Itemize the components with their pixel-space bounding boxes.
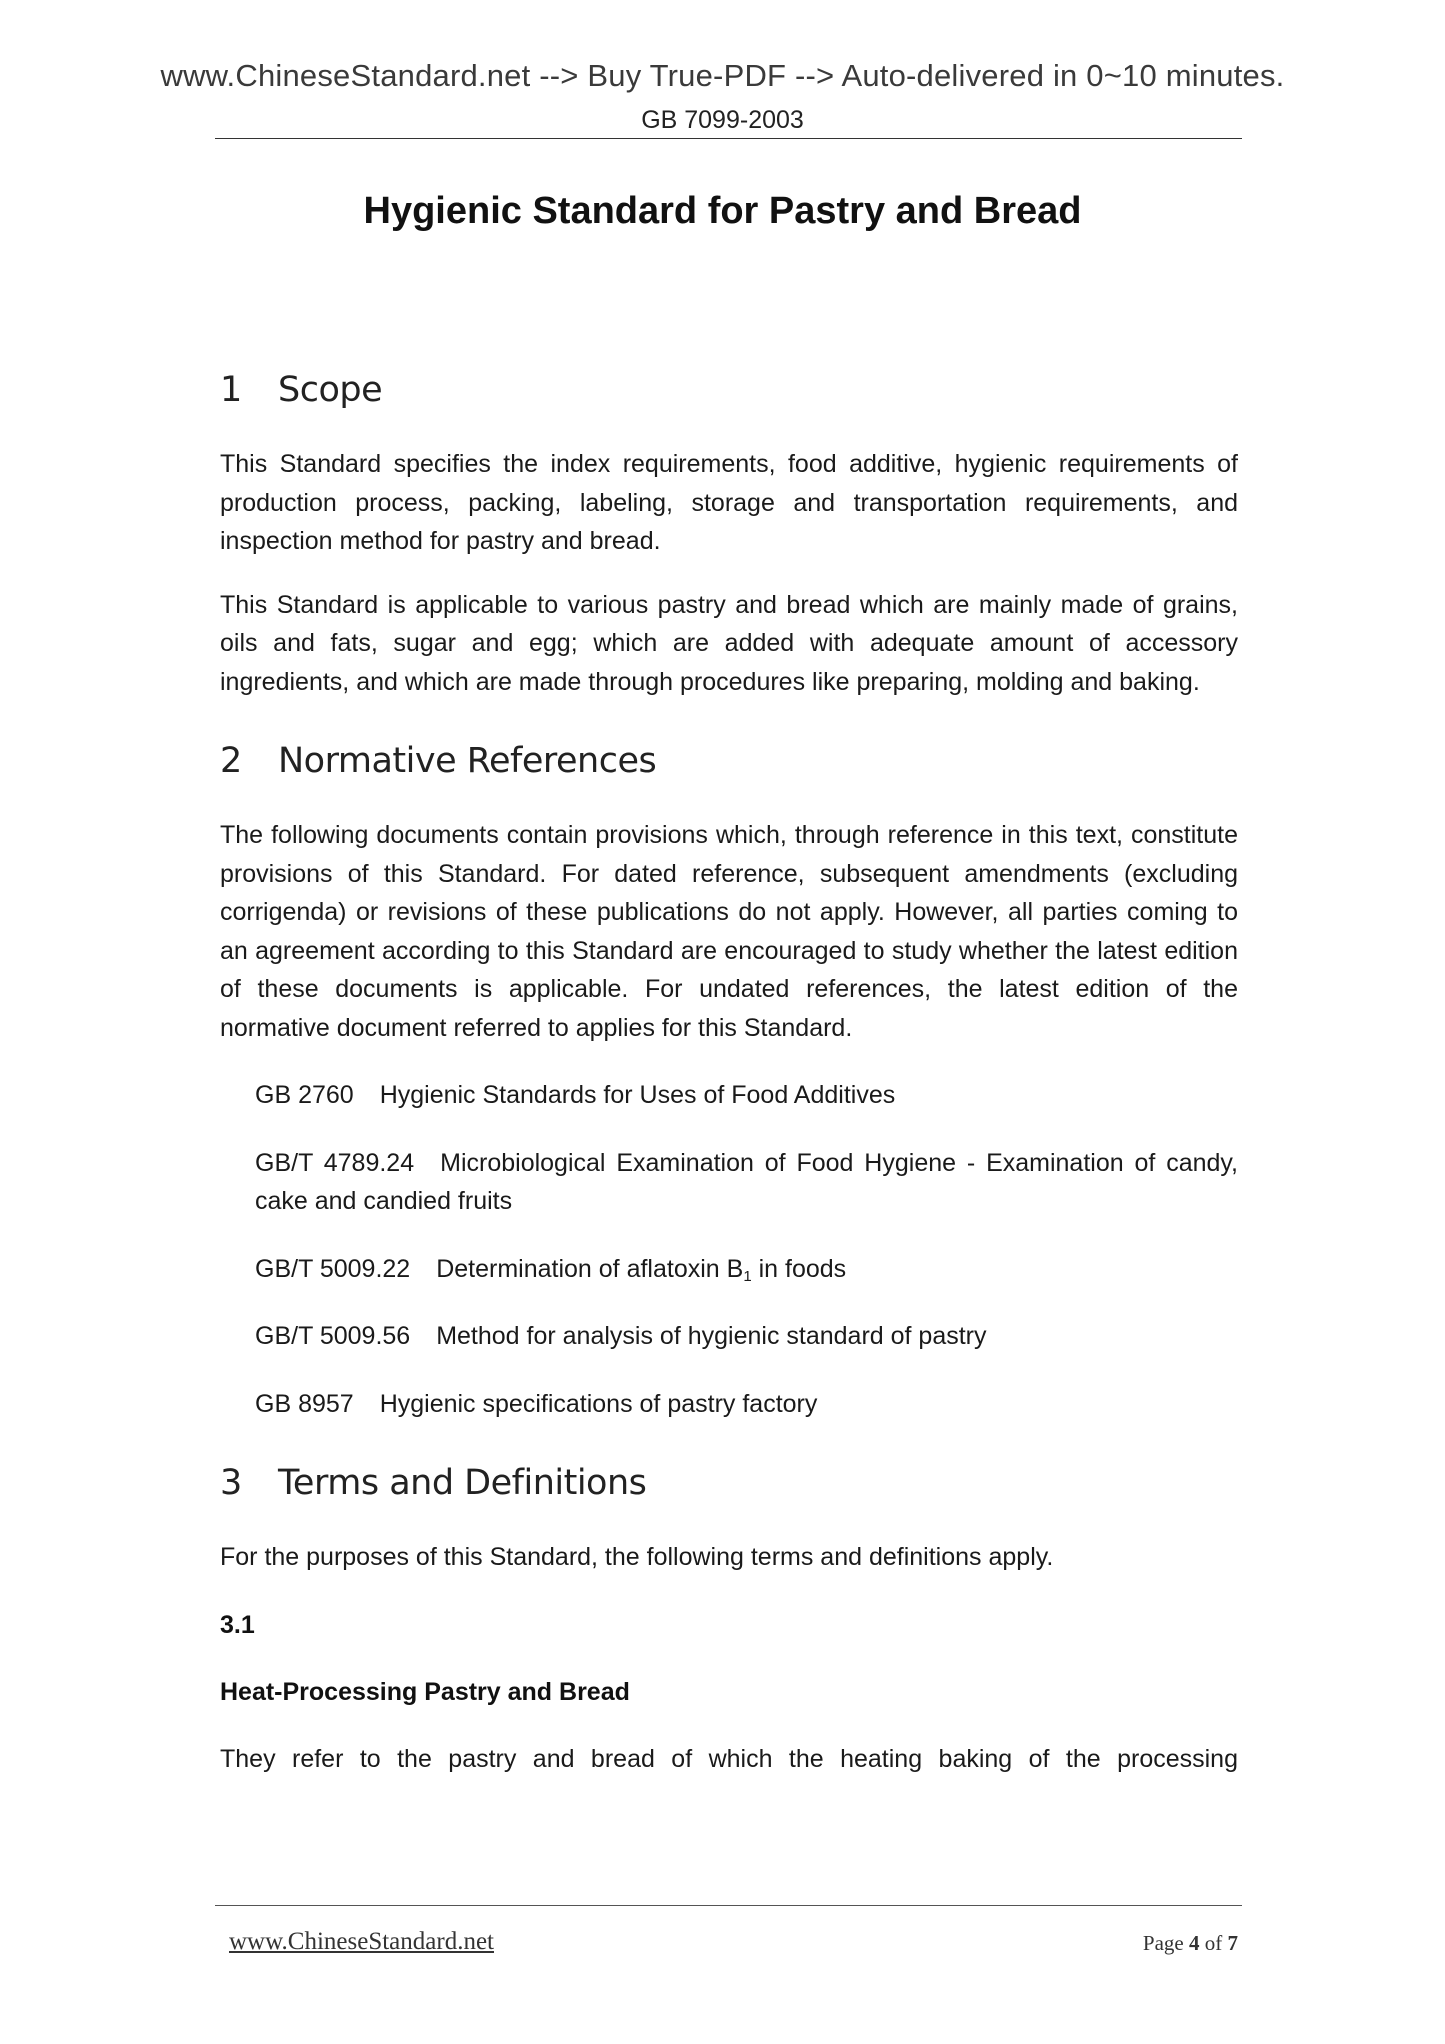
reference-title: Method for analysis of hygienic standard of pastry xyxy=(436,1322,987,1350)
scope-paragraph-1: This Standard specifies the index requirements, food additive, hygienic requirements of production process, packing, labeling, storage and transportation requirements, and inspection method for pastry and bread. xyxy=(220,450,1238,555)
section-heading-scope xyxy=(220,370,1238,410)
section-title: Terms and Definitions xyxy=(278,1463,647,1503)
reference-item xyxy=(255,1385,1238,1424)
reference-item xyxy=(255,1317,1238,1356)
page-indicator: Page 4 of 7 xyxy=(1142,1931,1238,1955)
site-banner[interactable]: www.ChineseStandard.net --> Buy True-PDF --> Auto-delivered in 0~10 minutes. xyxy=(160,58,1285,93)
current-page: 4 xyxy=(1189,1931,1200,1955)
header-divider xyxy=(215,138,1242,139)
footer-site-link[interactable]: www.ChineseStandard.net xyxy=(229,1928,494,1955)
reference-title: Microbiological Examination of Food Hygiene - Examination of candy, cake and candied fruits xyxy=(255,1148,1239,1215)
terms-intro-paragraph: For the purposes of this Standard, the following terms and definitions apply. xyxy=(220,1543,1054,1571)
section-number: 3 xyxy=(220,1463,242,1503)
normative-intro-paragraph: The following documents contain provisions which, through reference in this text, constitute provisions of this Standard. For dated reference, subsequent amendments (excluding corrigenda) or revisions of these publications do not apply. However, all parties coming to an agreement according to this Standard are encouraged to study whether the latest edition of these documents is applicable. For undated references, the latest edition of the normative document referred to applies for this Standard. xyxy=(220,821,1238,1042)
footer-divider xyxy=(215,1905,1242,1906)
subscript: 1 xyxy=(743,1267,752,1285)
definition-paragraph: They refer to the pastry and bread of which the heating baking of the processing xyxy=(220,1744,1238,1773)
reference-item xyxy=(255,1144,1238,1221)
scope-paragraph-2: This Standard is applicable to various pastry and bread which are mainly made of grains, oils and fats, sugar and egg; which are added with adequate amount of accessory ingredients, and which are made through procedures like preparing, molding and baking. xyxy=(220,590,1238,696)
reference-code: GB/T 5009.56 xyxy=(255,1322,411,1350)
reference-code: GB/T 4789.24 xyxy=(255,1148,415,1177)
reference-title: Hygienic Standards for Uses of Food Additives xyxy=(379,1081,896,1109)
section-number: 2 xyxy=(220,741,242,781)
total-pages: 7 xyxy=(1227,1931,1238,1955)
reference-code: GB/T 5009.22 xyxy=(255,1254,411,1283)
term-heading: Heat-Processing Pastry and Bread xyxy=(220,1677,630,1706)
reference-item xyxy=(255,1076,1238,1115)
section-heading-normative-references xyxy=(220,741,1238,781)
document-body xyxy=(220,370,1238,1778)
section-title: Scope xyxy=(278,370,383,410)
section-number: 1 xyxy=(220,370,242,410)
document-title: Hygienic Standard for Pastry and Bread xyxy=(363,190,1082,232)
document-number: GB 7099-2003 xyxy=(641,106,804,134)
reference-title: Determination of aflatoxin $B_1$ in foods xyxy=(436,1254,847,1285)
reference-code: GB 2760 xyxy=(255,1081,354,1109)
reference-code: GB 8957 xyxy=(255,1389,354,1418)
section-heading-terms-definitions xyxy=(220,1463,1238,1503)
reference-title: Hygienic specifications of pastry factory xyxy=(379,1389,818,1418)
reference-item xyxy=(255,1250,1238,1289)
clause-number: 3.1 xyxy=(220,1610,255,1639)
section-title: Normative References xyxy=(278,741,657,781)
